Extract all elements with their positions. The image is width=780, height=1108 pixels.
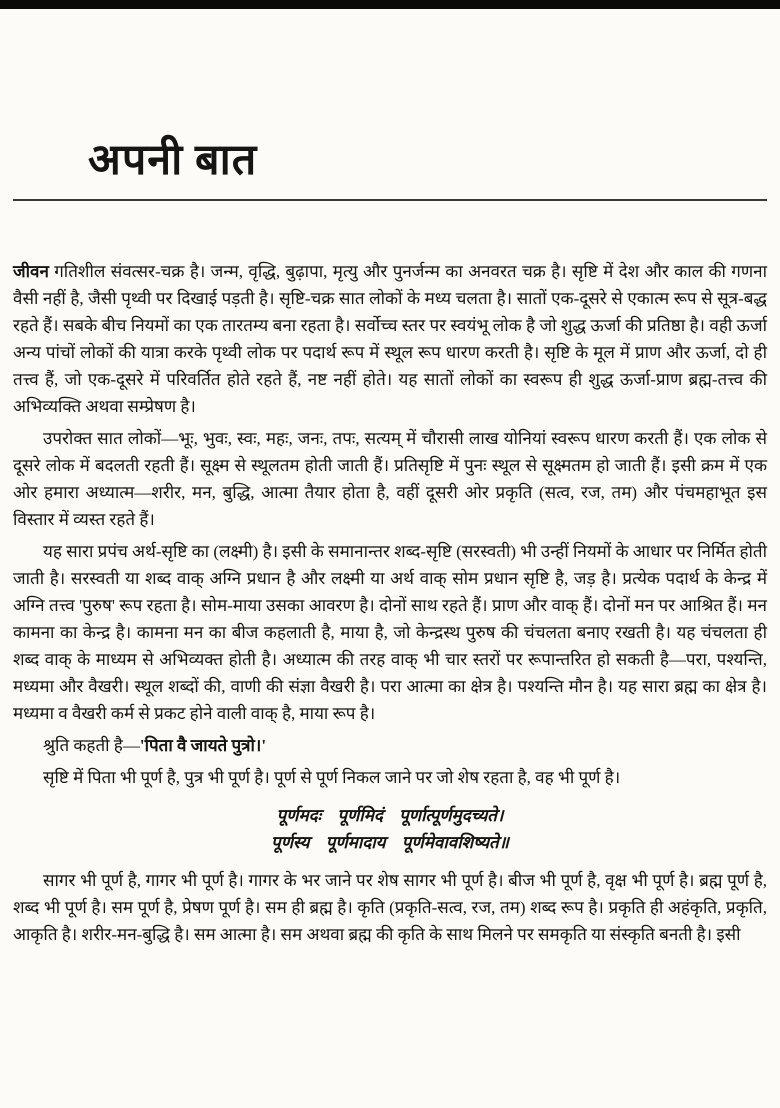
paragraph-1-lead-word: जीवन: [13, 262, 49, 281]
paragraph-4-text: सृष्टि में पिता भी पूर्ण है, पुत्र भी पूर्ण है। पूर्ण से पूर्ण निकल जाने पर जो शेष रहता है, वह भी पूर्ण है।: [43, 768, 621, 787]
body-text: [13, 258, 767, 948]
page-title: अपनी बात: [88, 136, 258, 184]
paragraph-2: [13, 425, 767, 533]
paragraph-2-text: उपरोक्त सात लोकों—भूः, भुवः, स्वः, महः, जनः, तपः, सत्यम् में चौरासी लाख योनियां स्वरूप धारण करती हैं। एक लोक से दूसरे लोक में बदलती रहती हैं। सूक्ष्म से स्थूलतम होती जाती हैं। प्रतिसृष्टि में पुनः स्थूल से सूक्ष्मतम हो जाती हैं। इसी क्रम में एक ओर हमारा अध्यात्म—शरीर, मन, बुद्धि, आत्मा तैयार होता है, वहीं दूसरी ओर प्रकृति (सत्व, रज, तम) और पंचमहाभूत इस विस्तार में व्यस्त रहते हैं।: [13, 429, 767, 529]
shloka-line-1: पूर्णमदः पूर्णमिदं पूर्णात्पूर्णमुदच्यते।: [276, 806, 504, 825]
paragraph-1: [13, 258, 767, 420]
shruti-quote: 'पिता वै जायते पुत्रो।': [139, 736, 267, 755]
page-edge-strip: [0, 0, 780, 9]
paragraph-3-text: यह सारा प्रपंच अर्थ-सृष्टि का (लक्ष्मी) है। इसी के समानान्तर शब्द-सृष्टि (सरस्वती) भी उन्हीं नियमों के आधार पर निर्मित होती जाती है। सरस्वती या शब्द वाक् अग्नि प्रधान है और लक्ष्मी या अर्थ वाक् सोम प्रधान सृष्टि है, जड़ है। प्रत्येक पदार्थ के केन्द्र में अग्नि तत्त्व 'पुरुष' रूप रहता है। सोम-माया उसका आवरण है। दोनों साथ रहते हैं। प्राण और वाक् हैं। दोनों मन पर आश्रित हैं। मन कामना का केन्द्र है। कामना मन का बीज कहलाती है, माया है, जो केन्द्रस्थ पुरुष की चंचलता बनाए रखती है। यह चंचलता ही शब्द वाक् के माध्यम से अभिव्यक्त होती है। अध्यात्म की तरह वाक् भी चार स्तरों पर रूपान्तरित हो सकती है—परा, पश्यन्ति, मध्यमा और वैखरी। स्थूल शब्दों की, वाणी की संज्ञा वैखरी है। परा आत्मा का क्षेत्र है। पश्यन्ति मौन है। यह सारा ब्रह्म का क्षेत्र है। मध्यमा व वैखरी कर्म से प्रकट होने वाली वाक् है, माया रूप है।: [13, 542, 767, 723]
paragraph-3: [13, 538, 767, 727]
paragraph-1-text: गतिशील संवत्सर-चक्र है। जन्म, वृद्धि, बुढ़ापा, मृत्यु और पुनर्जन्म का अनवरत चक्र है। सृष्टि में देश और काल की गणना वैसी नहीं है, जैसी पृथ्वी पर दिखाई पड़ती है। सृष्टि-चक्र सात लोकों के मध्य चलता है। सातों एक-दूसरे से एकात्म रूप से सूत्र-बद्ध रहते हैं। सबके बीच नियमों का एक तारतम्य बना रहता है। सर्वोच्च स्तर पर स्वयंभू लोक है जो शुद्ध ऊर्जा की प्रतिष्ठा है। वही ऊर्जा अन्य पांचों लोकों की यात्रा करके पृथ्वी लोक पर पदार्थ रूप में स्थूल रूप धारण करती है। सृष्टि के मूल में प्राण और ऊर्जा, दो ही तत्त्व हैं, जो एक-दूसरे में परिवर्तित होते रहते हैं, नष्ट नहीं होते। यह सातों लोकों का स्वरूप ही शुद्ध ऊर्जा-प्राण ब्रह्म-तत्त्व की अभिव्यक्ति अथवा सम्प्रेषण है।: [13, 262, 767, 416]
shloka-line-2: पूर्णस्य पूर्णमादाय पूर्णमेवावशिष्यते॥: [271, 833, 509, 852]
title-rule: [13, 199, 767, 201]
shruti-line: [13, 732, 767, 759]
paragraph-4: [13, 764, 767, 791]
paragraph-5: [13, 867, 767, 948]
sanskrit-shloka: [13, 796, 767, 862]
shruti-prefix: श्रुति कहती है—: [43, 736, 140, 755]
paragraph-5-text: सागर भी पूर्ण है, गागर भी पूर्ण है। गागर के भर जाने पर शेष सागर भी पूर्ण है। बीज भी पूर्ण है, वृक्ष भी पूर्ण है। ब्रह्म पूर्ण है, शब्द भी पूर्ण है। सम पूर्ण है, प्रेषण पूर्ण है। सम ही ब्रह्म है। कृति (प्रकृति-सत्व, रज, तम) शब्द रूप है। प्रकृति ही अहंकृति, प्रकृति, आकृति है। शरीर-मन-बुद्धि है। सम आत्मा है। सम अथवा ब्रह्म की कृति के साथ मिलने पर समकृति या संस्कृति बनती है। इसी: [13, 871, 767, 944]
